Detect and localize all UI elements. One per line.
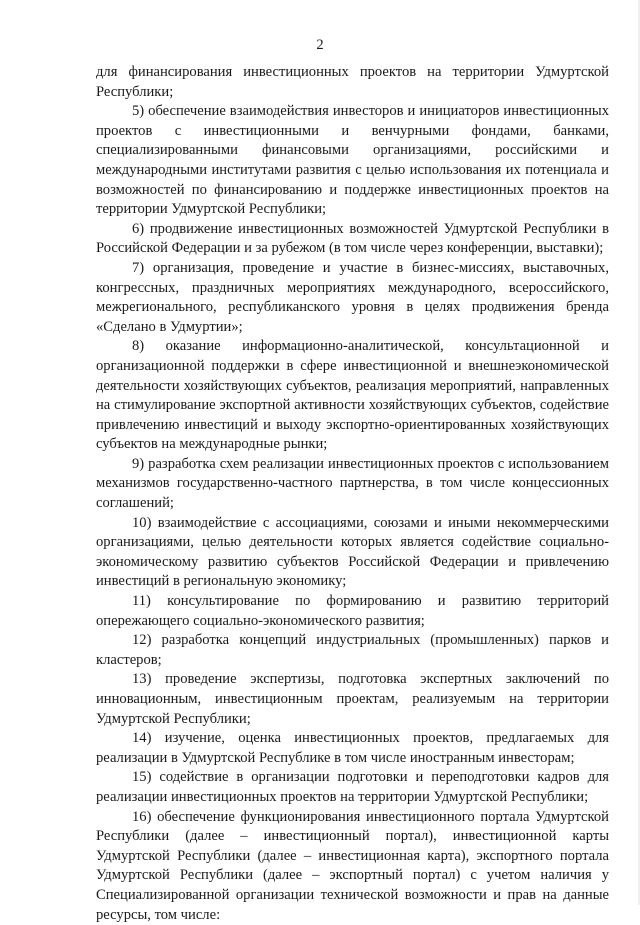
paragraph-item-15: 15) содействие в организации подготовки и переподготовки кадров для реализации инвестиционных проектов на территории Удмуртской Республики; (96, 769, 609, 805)
paragraph-item-9: 9) разработка схем реализации инвестиционных проектов с использованием механизмов государственно-частного партнерства, в том числе концессионных соглашений; (96, 455, 609, 512)
paragraph-item-10: 10) взаимодействие с ассоциациями, союзами и иными некоммерческими организациями, целью деятельности которых является содействие социально-экономическому развитию субъектов Российской Федерации и привлечению инвестиций в региональную экономику; (96, 514, 609, 590)
paragraph-item-6: 6) продвижение инвестиционных возможностей Удмуртской Республики в Российской Федерации и за рубежом (в том числе через конференции, выставки); (96, 220, 609, 257)
paragraph-continuation: для финансирования инвестиционных проектов на территории Удмуртской Республики; (96, 64, 609, 100)
paragraph-item-7: 7) организация, проведение и участие в бизнес-миссиях, выставочных, конгрессных, праздничных мероприятиях международного, всероссийского, межрегионального, республиканского уровня в целях продвижения бренда «Сделано в Удмуртии»; (96, 259, 609, 335)
paragraph-item-8: 8) оказание информационно-аналитической, консультационной и организационной поддержки в сфере инвестиционной и внешнеэкономической деятельности хозяйствующих субъектов, реализация мероприятий, направленных на стимулирование экспортной активности хозяйствующих субъектов, содействие привлечению инвестиций и выходу экспортно-ориентированных хозяйствующих субъектов на международные рынки; (96, 338, 609, 453)
document-body (96, 63, 609, 925)
paragraph-item-11: 11) консультирование по формированию и развитию территорий опережающего социально-экономического развития; (96, 593, 609, 629)
paragraph-item-16: 16) обеспечение функционирования инвестиционного портала Удмуртской Республики (далее – инвестиционный портал), инвестиционной карты Удмуртской Республики (далее – инвестиционная карта), экспортного портала Удмуртской Республики (далее – экспортный портал) с учетом наличия у Специализированной организации технической возможности и прав на данные ресурсы, том числе: (96, 808, 609, 923)
paragraph-item-14: 14) изучение, оценка инвестиционных проектов, предлагаемых для реализации в Удмуртской Республике в том числе иностранным инвесторам; (96, 730, 609, 766)
paragraph-item-5: 5) обеспечение взаимодействия инвесторов и инициаторов инвестиционных проектов с инвестиционными и венчурными фондами, банками, специализированными финансовыми организациями, российскими и международными институтами развития с целью использования их потенциала и возможностей по финансированию и поддержке инвестиционных проектов на территории Удмуртской Республики; (96, 103, 609, 218)
page-number: 2 (316, 37, 324, 53)
paragraph-item-13: 13) проведение экспертизы, подготовка экспертных заключений по инновационным, инвестиционным проектам, реализуемым на территории Удмуртской Республики; (96, 671, 609, 727)
paragraph-item-12: 12) разработка концепций индустриальных (промышленных) парков и кластеров; (96, 632, 609, 668)
